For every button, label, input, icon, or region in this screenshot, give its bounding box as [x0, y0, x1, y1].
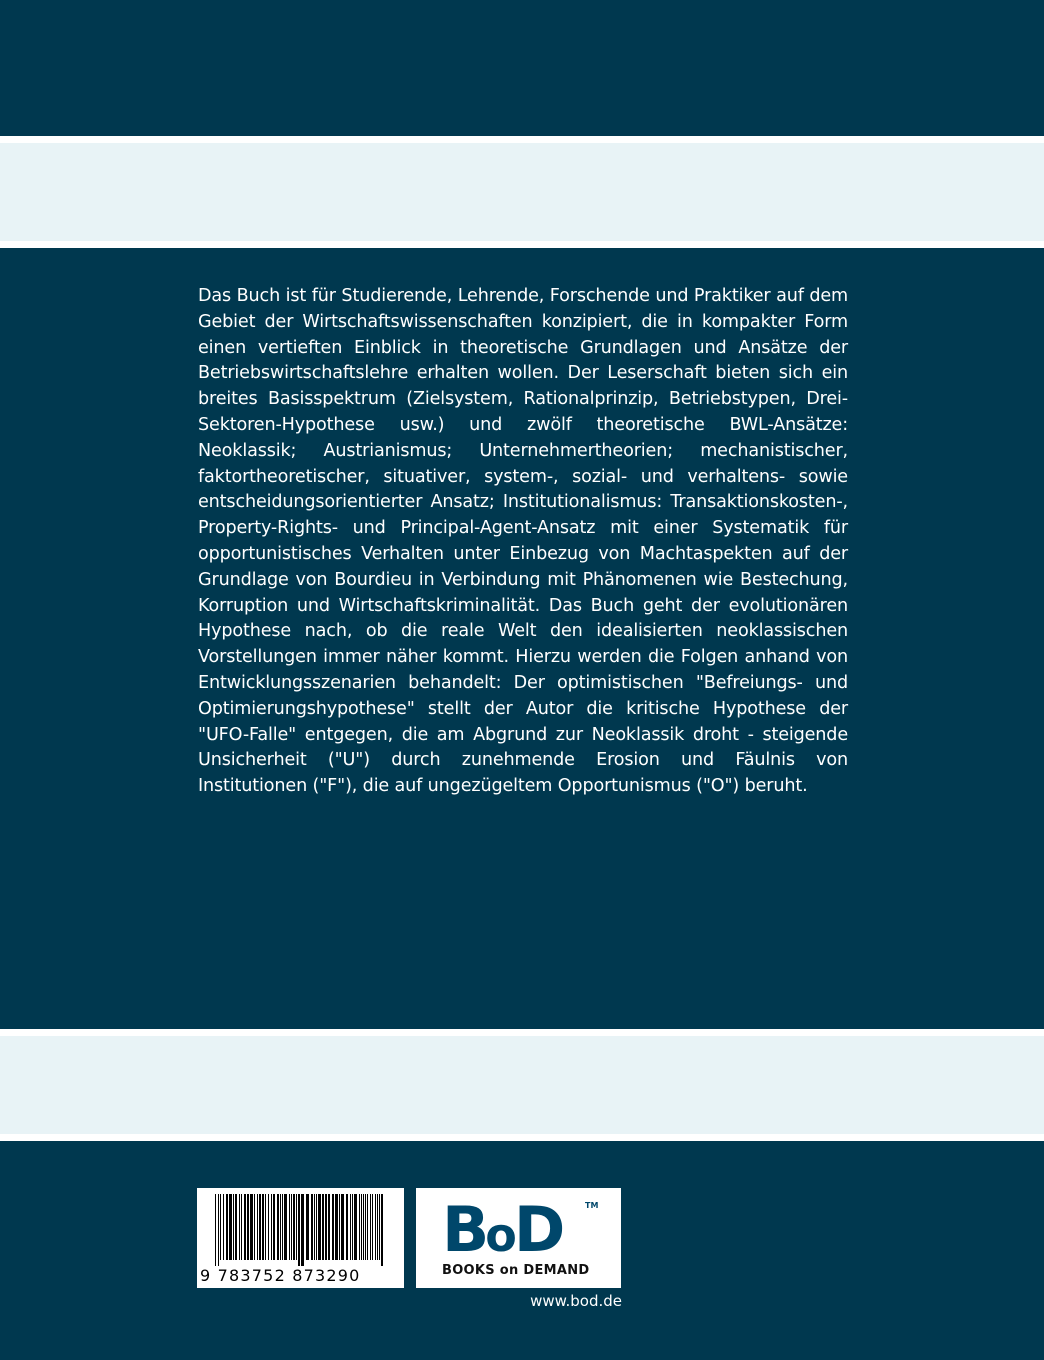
barcode-bar	[215, 1194, 216, 1266]
barcode-bar	[235, 1194, 237, 1260]
barcode-bar	[277, 1194, 279, 1260]
barcode-bar	[282, 1194, 283, 1260]
barcode-bar	[296, 1194, 297, 1260]
barcode-bar	[247, 1194, 249, 1260]
logo-letter-d: D	[513, 1193, 562, 1266]
barcode-bar	[262, 1194, 264, 1260]
barcode-bar	[341, 1194, 344, 1260]
barcode-bar	[289, 1194, 290, 1260]
top-white-stripe-upper	[0, 136, 1044, 143]
logo-letter-o: o	[485, 1208, 514, 1262]
publisher-logo	[416, 1188, 621, 1288]
barcode-bar	[311, 1194, 313, 1260]
barcode-bar	[257, 1194, 258, 1260]
logo-letter-b: B	[442, 1193, 486, 1266]
barcode-bar	[346, 1194, 348, 1260]
barcode-bar	[328, 1194, 330, 1260]
barcode-bar	[322, 1194, 324, 1260]
bottom-white-stripe-upper	[0, 1029, 1044, 1036]
barcode-bar	[284, 1194, 287, 1260]
barcode-bar	[301, 1194, 304, 1266]
isbn-barcode	[197, 1188, 404, 1288]
barcode-bar	[314, 1194, 315, 1260]
bod-logo-mark	[442, 1193, 562, 1267]
barcode-bar	[350, 1194, 351, 1260]
barcode-bar	[220, 1194, 221, 1260]
barcode-bar	[352, 1194, 353, 1260]
barcode-bar	[229, 1194, 232, 1260]
barcode-bar	[354, 1194, 357, 1260]
barcode-bar	[359, 1194, 360, 1260]
barcode-bar	[375, 1194, 376, 1260]
barcode-bar	[250, 1194, 253, 1260]
barcode-bar	[268, 1194, 269, 1260]
bottom-light-band	[0, 1036, 1044, 1134]
barcode-bar	[280, 1194, 281, 1260]
barcode-bar	[306, 1194, 309, 1260]
barcode-bar	[298, 1194, 300, 1266]
barcode-bar	[318, 1194, 321, 1260]
barcode-bar	[335, 1194, 338, 1260]
publisher-website: www.bod.de	[530, 1292, 622, 1310]
barcode-bar	[372, 1194, 373, 1260]
barcode-bar	[365, 1194, 366, 1260]
top-white-stripe-lower	[0, 241, 1044, 248]
barcode-bar	[316, 1194, 317, 1260]
barcode-bar	[332, 1194, 334, 1260]
barcode-bar	[339, 1194, 340, 1260]
barcode-bar	[363, 1194, 364, 1260]
trademark-symbol: TM	[585, 1201, 599, 1210]
barcode-bar	[223, 1194, 224, 1260]
barcode-bar	[370, 1194, 371, 1260]
bottom-white-stripe-lower	[0, 1134, 1044, 1141]
barcode-bar	[239, 1194, 240, 1260]
barcode-bar	[271, 1194, 272, 1260]
barcode-bar	[293, 1194, 295, 1260]
publisher-tagline: BOOKS on DEMAND	[442, 1263, 590, 1278]
barcode-bars	[215, 1194, 387, 1266]
barcode-bar	[291, 1194, 292, 1260]
barcode-bar	[379, 1194, 380, 1260]
barcode-bar	[233, 1194, 234, 1260]
barcode-bar	[265, 1194, 266, 1260]
barcode-bar	[325, 1194, 327, 1260]
barcode-bar	[381, 1194, 383, 1266]
barcode-bar	[273, 1194, 275, 1260]
barcode-bar	[377, 1194, 378, 1260]
barcode-bar	[226, 1194, 228, 1260]
barcode-bar	[241, 1194, 242, 1260]
barcode-bar	[254, 1194, 255, 1260]
isbn-number: 9 783752 873290	[200, 1266, 361, 1285]
barcode-bar	[367, 1194, 368, 1260]
barcode-bar	[218, 1194, 219, 1266]
top-light-band	[0, 143, 1044, 241]
back-cover-blurb: Das Buch ist für Studierende, Lehrende, Forschende und Praktiker auf dem Gebiet der Wirtschaftswissenschaften konzipiert, die in kompakter Form einen vertieften Einblick in theoretische Grundlagen und Ansätze der Betriebswirtschaftslehre erhalten wollen. Der Leserschaft bieten sich ein breites Basisspektrum (Zielsystem, Rationalprinzip, Betriebstypen, Drei-Sektoren-Hypothese usw.) und zwölf theoretische BWL-Ansätze: Neoklassik; Austrianismus; Unternehmertheorien; mechanistischer, faktortheoretischer, situativer, system-, sozial- und verhaltens- sowie entscheidungsorientierter Ansatz; Institutionalismus: Transaktionskosten-, Property-Rights- und Principal-Agent-Ansatz mit einer Systematik für opportunistisches Verhalten unter Einbezug von Machtaspekten auf der Grundlage von Bourdieu in Verbindung mit Phänomenen wie Bestechung, Korruption und Wirtschaftskriminalität. Das Buch geht der evolutionären Hypothese nach, ob die reale Welt den idealisierten neoklassischen Vorstellungen immer näher kommt. Hierzu werden die Folgen anhand von Entwicklungsszenarien behandelt: Der optimistischen "Befreiungs- und Optimierungshypothese" stellt der Autor die kritische Hypothese der "UFO-Falle" entgegen, die am Abgrund zur Neoklassik droht - steigende Unsicherheit ("U") durch zunehmende Erosion und Fäulnis von Institutionen ("F"), die auf ungezügeltem Opportunismus ("O") beruht.	[198, 286, 848, 797]
barcode-bar	[244, 1194, 246, 1260]
barcode-bar	[361, 1194, 362, 1260]
barcode-bar	[259, 1194, 261, 1260]
